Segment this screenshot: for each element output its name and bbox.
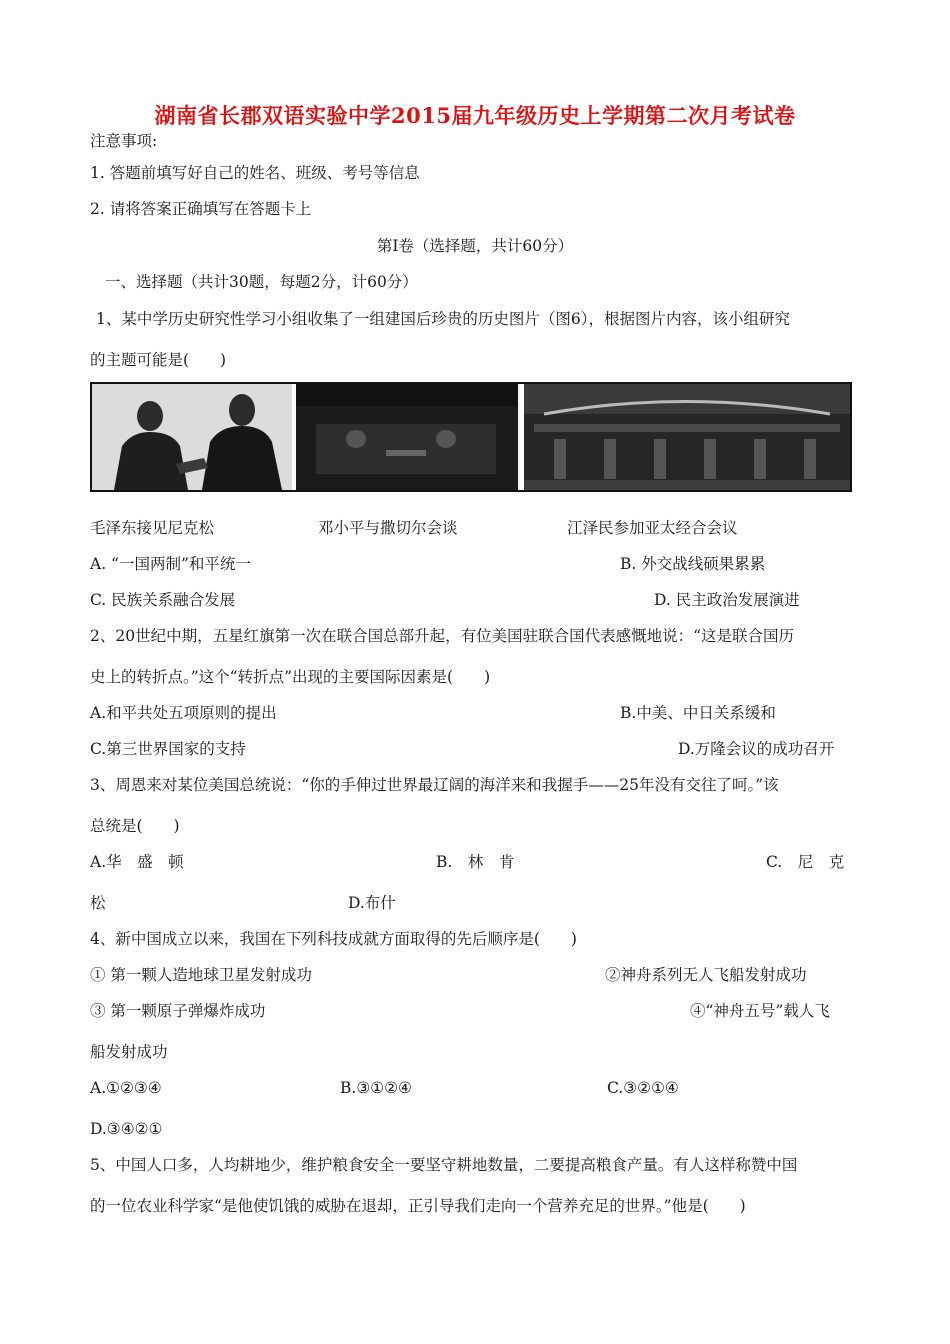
question-3-stem: 总统是( ) xyxy=(90,817,180,835)
figure-caption: 邓小平与撒切尔会谈 xyxy=(318,519,458,537)
question-1-figure xyxy=(90,382,852,492)
question-2-option-b: B.中美、中日关系缓和 xyxy=(620,704,776,722)
question-4-option-b: B.③①②④ xyxy=(340,1079,412,1097)
question-2-option-c: C.第三世界国家的支持 xyxy=(90,740,246,758)
question-3-option-c-cont: 松 xyxy=(90,894,106,912)
notice-heading: 注意事项: xyxy=(90,132,158,150)
figure-caption: 江泽民参加亚太经合会议 xyxy=(567,519,738,537)
question-3-stem: 3、周恩来对某位美国总统说：“你的手伸过世界最辽阔的海洋来和我握手——25年没有交往了呵。”该 xyxy=(90,776,779,794)
question-2-stem: 史上的转折点。”这个“转折点”出现的主要国际因素是( ) xyxy=(90,668,491,686)
question-1-stem: 的主题可能是( ) xyxy=(90,351,227,369)
figure-caption: 毛泽东接见尼克松 xyxy=(90,519,215,537)
question-4-item: ④“神舟五号”载人飞 xyxy=(690,1002,830,1020)
section-heading: 一、选择题（共计30题，每题2分，计60分） xyxy=(105,273,418,291)
question-4-item: ① 第一颗人造地球卫星发射成功 xyxy=(90,966,312,984)
photo-apec-meeting xyxy=(524,384,850,490)
question-4-item: ②神舟系列无人飞船发射成功 xyxy=(605,966,807,984)
question-1-option-d: D. 民主政治发展演进 xyxy=(654,591,800,609)
question-2-option-a: A.和平共处五项原则的提出 xyxy=(90,704,277,722)
notice-item: 2. 请将答案正确填写在答题卡上 xyxy=(90,200,312,218)
question-4-option-c: C.③②①④ xyxy=(607,1079,679,1097)
question-1-option-c: C. 民族关系融合发展 xyxy=(90,591,236,609)
question-2-stem: 2、20世纪中期，五星红旗第一次在联合国总部升起，有位美国驻联合国代表感慨地说：“这是联合国历 xyxy=(90,627,795,645)
question-5-stem: 5、中国人口多，人均耕地少，维护粮食安全一要坚守耕地数量，二要提高粮食产量。有人这样称赞中国 xyxy=(90,1156,798,1174)
page-title: 湖南省长郡双语实验中学2015届九年级历史上学期第二次月考试卷 xyxy=(154,103,796,128)
question-3-option-c: C. 尼 克 xyxy=(766,853,845,871)
question-2-option-d: D.万隆会议的成功召开 xyxy=(678,740,835,758)
question-3-option-a: A.华 盛 顿 xyxy=(90,853,184,871)
photo-handshake xyxy=(92,384,292,490)
question-3-option-d: D.布什 xyxy=(348,894,396,912)
question-4-stem: 4、新中国成立以来，我国在下列科技成就方面取得的先后顺序是( ) xyxy=(90,930,577,948)
question-1-stem: 1、某中学历史研究性学习小组收集了一组建国后珍贵的历史图片（图6），根据图片内容，该小组研究 xyxy=(96,310,790,328)
question-4-option-a: A.①②③④ xyxy=(90,1079,162,1097)
question-1-option-b: B. 外交战线硕果累累 xyxy=(620,555,766,573)
notice-item: 1. 答题前填写好自己的姓名、班级、考号等信息 xyxy=(90,164,420,182)
photo-meeting xyxy=(296,384,518,490)
question-4-item: ③ 第一颗原子弹爆炸成功 xyxy=(90,1002,266,1020)
question-1-option-a: A. “一国两制”和平统一 xyxy=(90,555,251,573)
part-heading: 第I卷（选择题，共计60分） xyxy=(376,237,574,255)
question-4-item-cont: 船发射成功 xyxy=(90,1043,168,1061)
question-5-stem: 的一位农业科学家“是他使饥饿的威胁在退却，正引导我们走向一个营养充足的世界。”他是( ) xyxy=(90,1197,746,1215)
question-4-option-d: D.③④②① xyxy=(90,1120,163,1138)
question-3-option-b: B. 林 肯 xyxy=(436,853,515,871)
